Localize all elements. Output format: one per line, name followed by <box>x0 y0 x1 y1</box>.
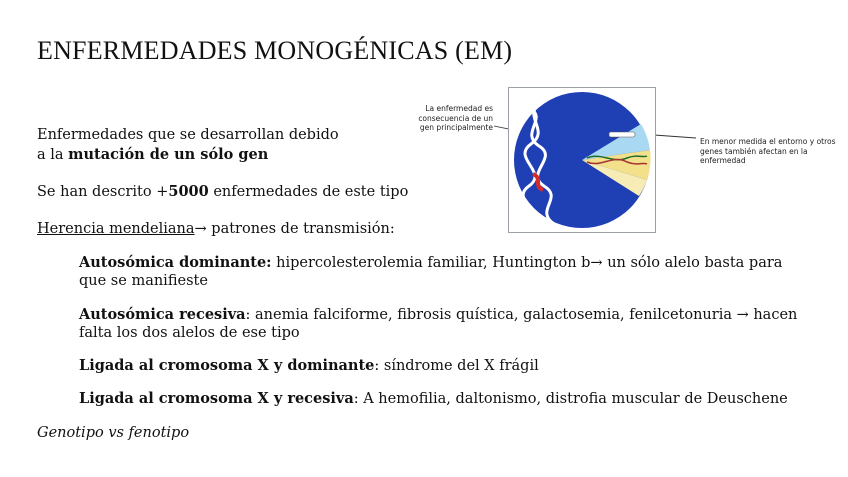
count-prefix: Se han descrito + <box>37 184 169 200</box>
figure-caption-right: En menor medida el entorno y otros genes también afectan en la enfermedad <box>700 137 836 165</box>
figure-caption-left: La enfermedad es consecuencia de un gen principalmente <box>418 104 493 132</box>
genotype-phenotype-note: Genotipo vs fenotipo <box>37 425 190 441</box>
count-suffix: enfermedades de este tipo <box>208 184 409 200</box>
pattern-text: : síndrome del X frágil <box>374 358 539 374</box>
gene-disease-figure <box>508 87 656 233</box>
pattern-label: Ligada al cromosoma X y dominante <box>79 357 375 374</box>
pattern-label: Autosómica dominante: <box>79 254 272 271</box>
pattern-text: hipercolesterolemia familiar, Huntington b→ un sólo alelo basta para que se manifieste <box>79 255 783 289</box>
pattern-label: Autosómica recesiva <box>79 306 246 323</box>
pattern-text: : A hemofilia, daltonismo, distrofia muscular de Deuschene <box>353 391 788 407</box>
intro-line-2-bold: mutación de un sólo gen <box>68 146 269 163</box>
herencia-rest: → patrones de transmisión: <box>194 221 395 237</box>
wedge-capsule <box>609 132 635 137</box>
gene-pie-illustration <box>509 88 655 232</box>
pattern-label: Ligada al cromosoma X y recesiva <box>79 390 354 407</box>
intro-line-1: Enfermedades que se desarrollan debido <box>37 127 339 143</box>
pattern-text: : anemia falciforme, fibrosis quística, galactosemia, fenilcetonuria → hacen falta los dos alelos de ese tipo <box>79 307 798 341</box>
herencia-underlined: Herencia mendeliana <box>37 221 195 237</box>
intro-line-2-prefix: a la <box>37 147 69 163</box>
slide-title: ENFERMEDADES MONOGÉNICAS (EM) <box>37 36 513 65</box>
count-number: 5000 <box>168 183 209 200</box>
